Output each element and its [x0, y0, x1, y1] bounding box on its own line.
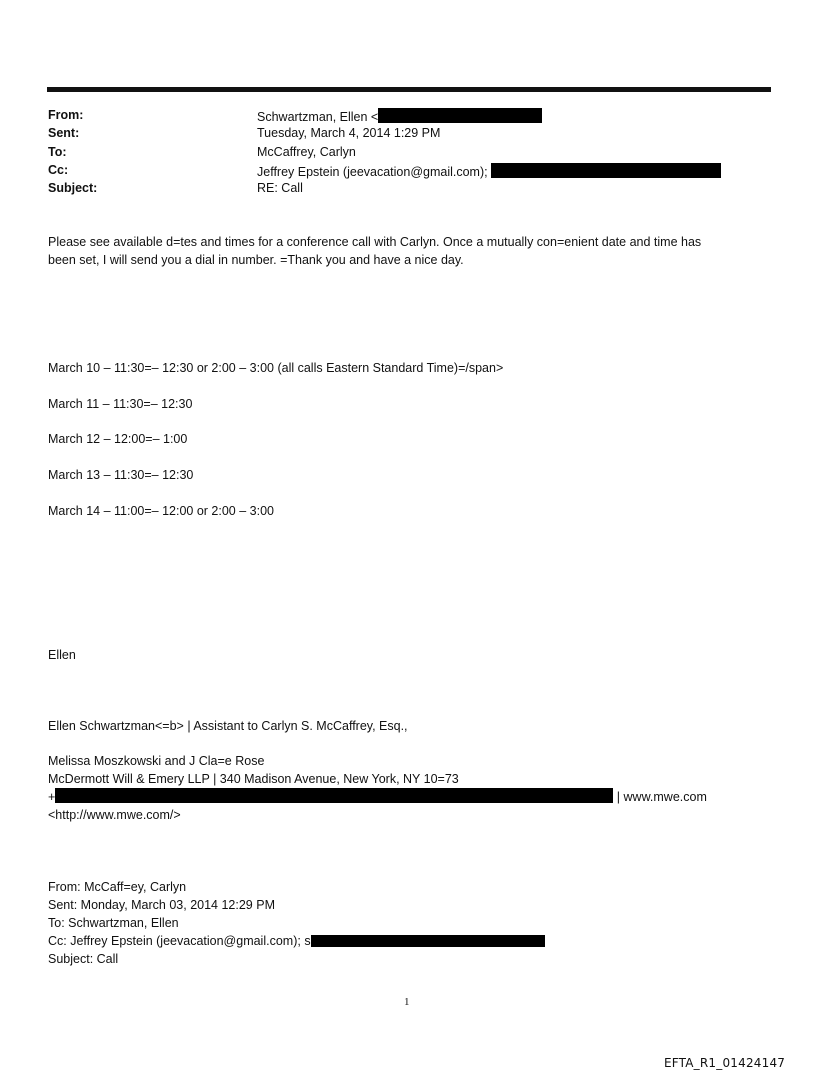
slot-march-14: March 14 – 11:00=– 12:00 or 2:00 – 3:00 [48, 504, 274, 518]
from-label: From: [48, 108, 84, 122]
quoted-cc-text: Cc: Jeffrey Epstein (jeevacation@gmail.com); [48, 934, 301, 948]
sent-value: Tuesday, March 4, 2014 1:29 PM [257, 126, 441, 140]
web-suffix: | www.mwe.com [616, 790, 707, 804]
to-value: McCaffrey, Carlyn [257, 145, 356, 159]
redaction-bar [378, 108, 542, 123]
to-label: To: [48, 145, 67, 159]
quoted-cc-tail: s [304, 934, 311, 948]
sign-name: Ellen [48, 648, 76, 662]
signature-line-3: McDermott Will & Emery LLP | 340 Madison Avenue, New York, NY 10=73 [48, 772, 459, 786]
cc-text: Jeffrey Epstein (jeevacation@gmail.com); [257, 165, 488, 179]
quoted-subject: Subject: Call [48, 952, 119, 966]
slot-march-13: March 13 – 11:30=– 12:30 [48, 468, 194, 482]
document-id: EFTA_R1_01424147 [664, 1056, 786, 1070]
slot-march-11: March 11 – 11:30=– 12:30 [48, 397, 193, 411]
header-divider-rule [47, 87, 771, 92]
from-text: Schwartzman, Ellen < [257, 110, 379, 124]
phone-prefix: + [48, 790, 56, 804]
body-intro-line-1: Please see available d=tes and times for a conference call with Carlyn. Once a mutually con=enient date and time has [48, 235, 702, 249]
slot-march-12: March 12 – 12:00=– 1:00 [48, 432, 188, 446]
body-intro-line-2: been set, I will send you a dial in number. =Thank you and have a nice day. [48, 253, 464, 267]
web-link[interactable]: <http://www.mwe.com/> [48, 808, 181, 822]
quoted-from: From: McCaff=ey, Carlyn [48, 880, 187, 894]
quoted-sent: Sent: Monday, March 03, 2014 12:29 PM [48, 898, 275, 912]
subject-value: RE: Call [257, 181, 303, 195]
redaction-bar [311, 935, 545, 947]
subject-label: Subject: [48, 181, 98, 195]
signature-line-1: Ellen Schwartzman<=b> | Assistant to Carlyn S. McCaffrey, Esq., [48, 719, 408, 733]
redaction-bar [491, 163, 721, 178]
cc-label: Cc: [48, 163, 69, 177]
slot-march-10: March 10 – 11:30=– 12:30 or 2:00 – 3:00 (all calls Eastern Standard Time)=/span> [48, 361, 504, 375]
redaction-bar [55, 788, 613, 803]
page-number: 1 [404, 996, 410, 1008]
cc-value [257, 163, 721, 179]
sent-label: Sent: [48, 126, 80, 140]
signature-phone-line [48, 788, 707, 806]
quoted-cc [48, 932, 545, 950]
from-value [257, 108, 542, 124]
signature-line-2: Melissa Moszkowski and J Cla=e Rose [48, 754, 265, 768]
quoted-to: To: Schwartzman, Ellen [48, 916, 179, 930]
